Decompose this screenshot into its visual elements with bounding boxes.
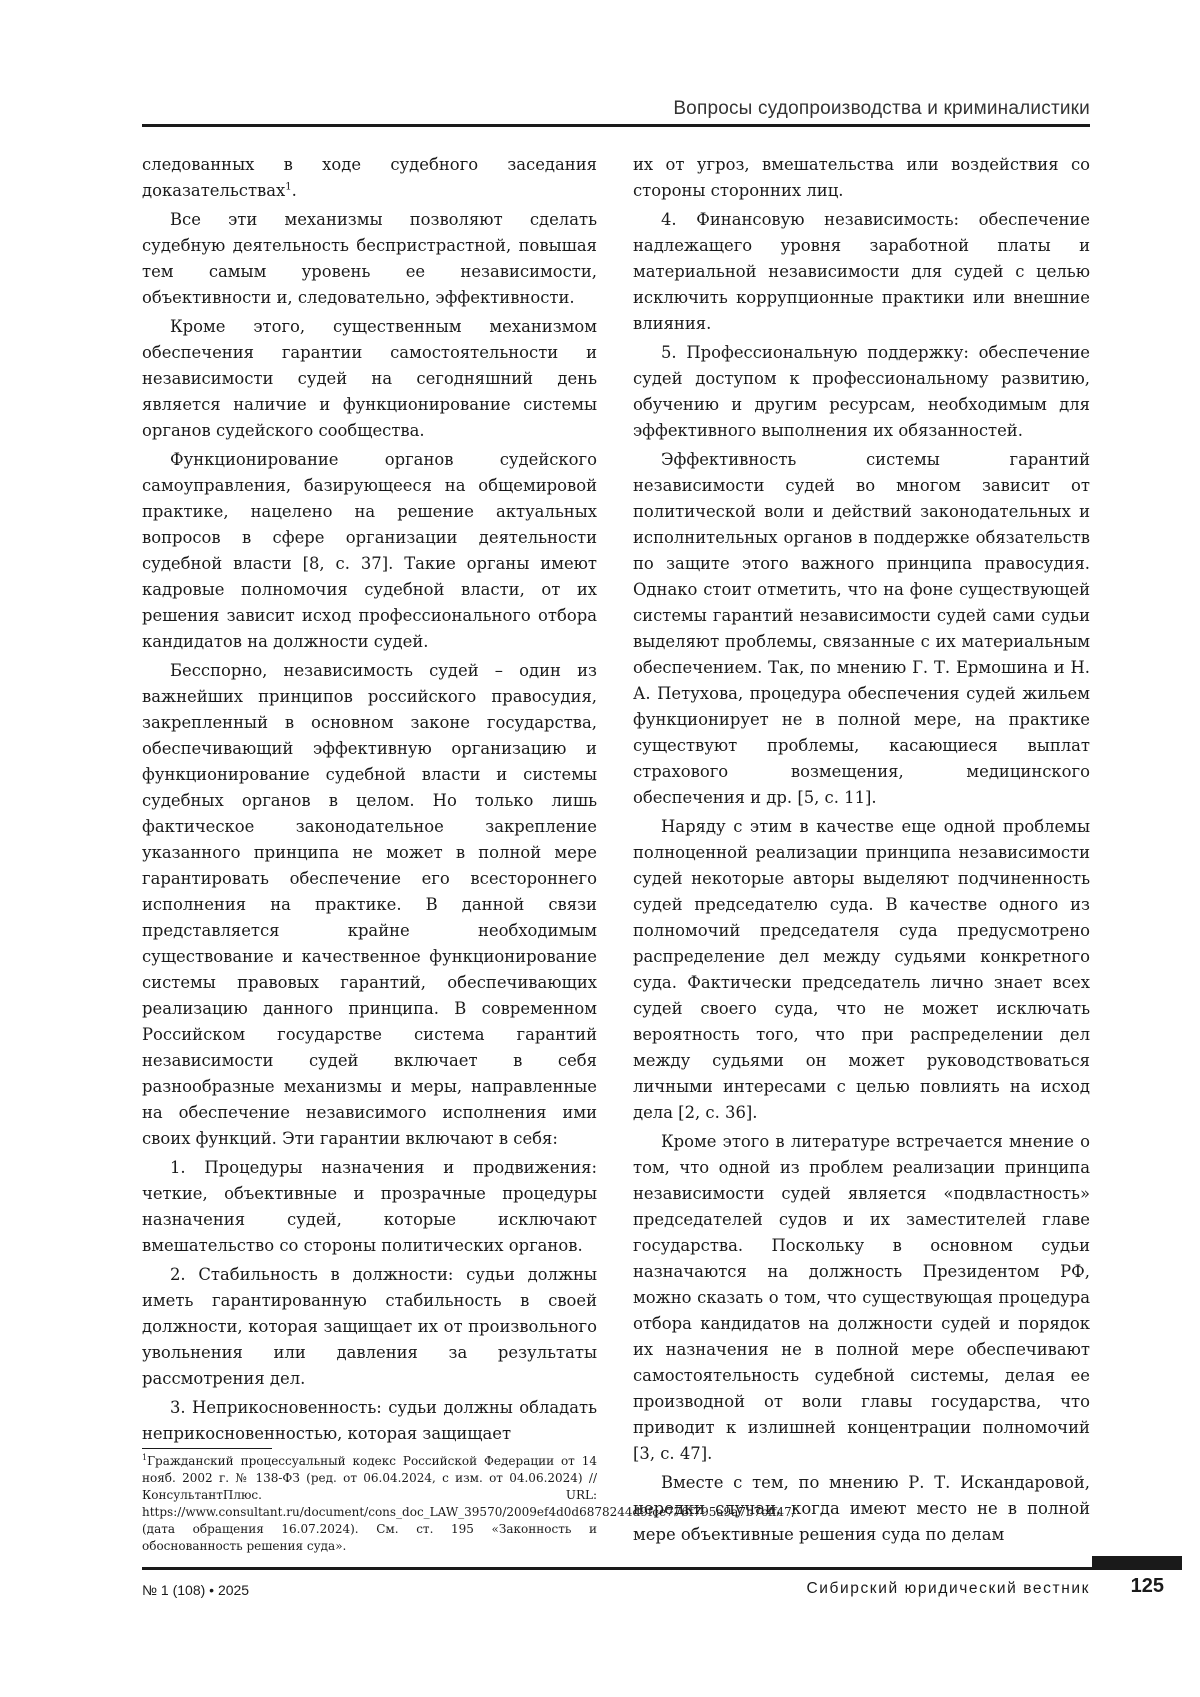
list-paragraph: 3. Неприкосновенность: судьи должны обладать неприкосновенностью, которая защищает [142,1398,597,1443]
paragraph: Вместе с тем, по мнению Р. Т. Искандаровой, нередки случаи, когда имеют место не в полной мере объективные решения суда по делам [633,1473,1090,1544]
running-title: Вопросы судопроизводства и криминалистики [673,98,1090,119]
issue-number: № 1 (108) • 2025 [142,1582,250,1598]
paragraph-text: следованных в ходе судебного заседания доказательствах [142,155,597,200]
list-paragraph: 1. Процедуры назначения и продвижения: четкие, объективные и прозрачные процедуры назначения судей, которые исключают вмешательство со стороны политических органов. [142,1158,597,1255]
header-rule [142,124,1090,127]
paragraph-end: . [291,181,297,200]
journal-title: Сибирский юридический вестник [806,1580,1090,1597]
right-column [633,152,1090,1551]
footnote [142,1453,796,1555]
list-paragraph: 4. Финансовую независимость: обеспечение надлежащего уровня заработной платы и материальной независимости для судей с целью исключить коррупционные практики или внешние влияния. [633,210,1090,333]
footer-rule [142,1567,1182,1570]
paragraph: Кроме этого в литературе встречается мнение о том, что одной из проблем реализации принципа независимости судей является «подвластность» председателей судов и их заместителей главе государства. Поскольку в основном судьи назначаются на должность Президентом РФ, можно сказать о том, что существующая процедура отбора кандидатов на должности судей и порядок их назначения не в полной мере обеспечивают самостоятельность судебной системы, делая ее производной от воли главы государства, что приводит к излишней концентрации полномочий [3, с. 47]. [633,1132,1090,1463]
footer-tab [1092,1556,1182,1570]
paragraph: Наряду с этим в качестве еще одной проблемы полноценной реализации принципа независимости судей некоторые авторы выделяют подчиненность судей председателю суда. В качестве одного из полномочий председателя суда предусмотрено распределение дел между судьями конкретного суда. Фактически председатель лично знает всех судей своего суда, что не может исключать вероятность того, что при распределении дел между судьями он может руководствоваться личными интересами с целью повлиять на исход дела [2, с. 36]. [633,817,1090,1122]
paragraph: Кроме этого, существенным механизмом обеспечения гарантии самостоятельности и независимости судей на сегодняшний день является наличие и функционирование системы органов судейского сообщества. [142,317,597,440]
paragraph: Бесспорно, независимость судей – один из важнейших принципов российского правосудия, закрепленный в основном законе государства, обеспечивающий эффективную организацию и функционирование судебной власти и системы судебных органов в целом. Но только лишь фактическое законодательное закрепление указанного принципа не может в полной мере гарантировать обеспечение его всестороннего исполнения на практике. В данной связи представляется крайне необходимым существование и качественное функционирование системы правовых гарантий, обеспечивающих реализацию данного принципа. В современном Российском государстве система гарантий независимости судей включает в себя разнообразные механизмы и меры, направленные на обеспечение независимого исполнения ими своих функций. Эти гарантии включают в себя: [142,661,597,1148]
paragraph: Функционирование органов судейского самоуправления, базирующееся на общемировой практике, нацелено на решение актуальных вопросов в сфере организации деятельности судебной власти [8, с. 37]. Такие органы имеют кадровые полномочия судебной власти, от их решения зависит исход профессионального отбора кандидатов на должности судей. [142,450,597,651]
paragraph [142,152,597,204]
page-number: 125 [1130,1575,1164,1597]
paragraph: Эффективность системы гарантий независимости судей во многом зависит от политической воли и действий законодательных и исполнительных органов в поддержке обязательств по защите этого важного принципа правосудия. Однако стоит отметить, что на фоне существующей системы гарантий независимости судей сами судьи выделяют проблемы, связанные с их материальным обеспечением. Так, по мнению Г. Т. Ермошина и Н. А. Петухова, процедура обеспечения судей жильем функционирует не в полной мере, на практике существуют проблемы, касающиеся выплат страхового возмещения, медицинского обеспечения и др. [5, с. 11]. [633,450,1090,807]
paragraph: их от угроз, вмешательства или воздействия со стороны сторонних лиц. [633,155,1090,200]
list-paragraph: 5. Профессиональную поддержку: обеспечение судей доступом к профессиональному развитию, обучению и другим ресурсам, необходимым для эффективного выполнения их обязанностей. [633,343,1090,440]
footnote-text: Гражданский процессуальный кодекс Российской Федерации от 14 нояб. 2002 г. № 138-ФЗ (ред. от 06.04.2024, с изм. от 04.06.2024) // КонсультантПлюс. URL: https://www.consultant.ru/document/cons_doc_LAW_39570/2009ef4d0d6878244d9fce776f795a9a7b7cff47/ (дата обращения 16.07.2024). См. ст. 195 «Законность и обоснованность решения суда». [142,1454,796,1553]
list-paragraph: 2. Стабильность в должности: судьи должны иметь гарантированную стабильность в своей должности, которая защищает их от произвольного увольнения или давления за результаты рассмотрения дел. [142,1265,597,1388]
footnote-rule [142,1448,272,1449]
left-column [142,152,597,1450]
paragraph: Все эти механизмы позволяют сделать судебную деятельность беспристрастной, повышая тем самым уровень ее независимости, объективности и, следовательно, эффективности. [142,210,597,307]
footnote-reference[interactable]: 1 [285,181,292,193]
footnote-mark: 1 [142,1453,148,1462]
